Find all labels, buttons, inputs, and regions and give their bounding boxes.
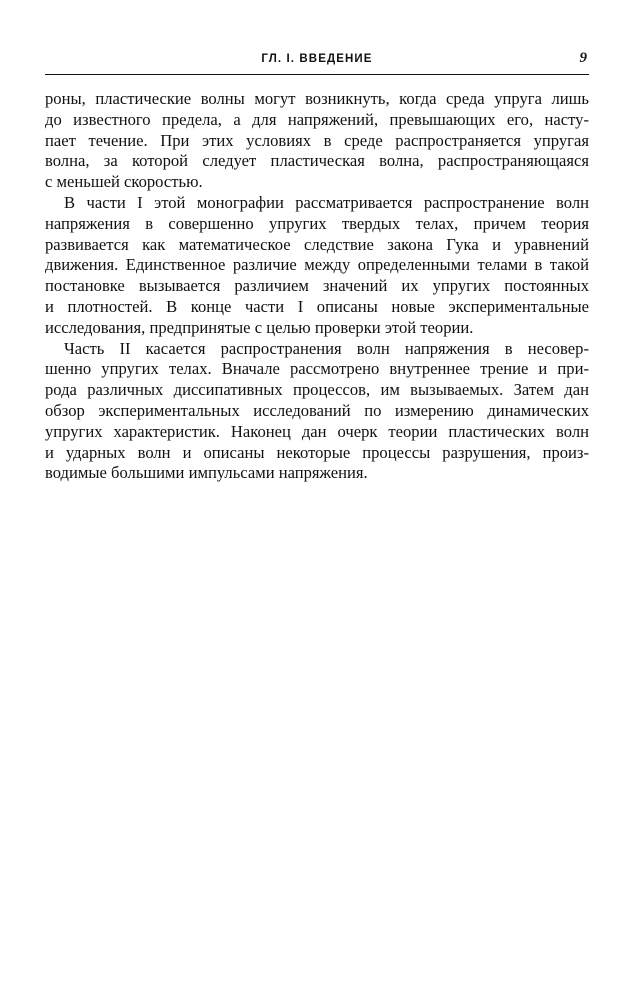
paragraph-3 [45,339,589,485]
text-line: движения. Единственное различие между определенными телами в такой [45,255,589,275]
text-line: обзор экспериментальных исследований по измерению динамических [45,400,589,420]
text-line: и плотностей. В конце части I описаны новые экспериментальные [45,296,589,316]
paragraph-2 [45,193,589,339]
text-line: роны, пластические волны могут возникнуть, когда среда упруга лишь [45,89,589,108]
body-text [45,89,589,484]
text-line: В части I этой монографии рассматривается распространение волн [64,192,589,212]
paragraph-1 [45,89,589,193]
running-header [45,52,589,75]
text-line: постановке вызывается различием значений их упругих постоянных [45,276,589,296]
text-line: упругих характеристик. Наконец дан очерк теории пластических волн [45,421,589,441]
text-line: и ударных волн и описаны некоторые процессы разрушения, произ- [45,442,589,462]
text-line: волна, за которой следует пластическая волна, распространяющаяся [45,151,589,171]
text-line: рода различных диссипативных процессов, им вызываемых. Затем дан [45,380,589,400]
text-line: напряжения в совершенно упругих твердых телах, причем теория [45,213,589,233]
page-number: 9 [579,50,587,66]
text-line: водимые большими импульсами напряжения. [45,463,368,483]
text-line: Часть II касается распространения волн напряжения в несовер- [64,338,589,358]
text-line: развивается как математическое следствие закона Гука и уравнений [45,234,589,254]
text-line: пает течение. При этих условиях в среде распространяется упругая [45,130,589,150]
text-line: шенно упругих телах. Вначале рассмотрено внутреннее трение и при- [45,359,589,379]
chapter-title: ГЛ. I. ВВЕДЕНИЕ [261,53,373,65]
text-line: с меньшей скоростью. [45,172,203,192]
text-line: до известного предела, а для напряжений, превышающих его, насту- [45,109,589,129]
text-line: исследования, предпринятые с целью проверки этой теории. [45,317,474,337]
